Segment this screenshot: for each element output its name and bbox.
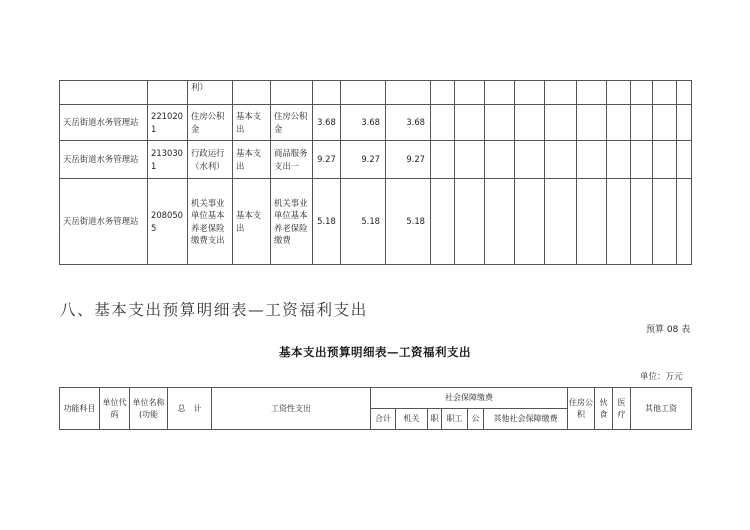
code-cell: 2080505 [148, 179, 188, 265]
header-housing: 住房公积 [568, 388, 595, 430]
section-title: 八、基本支出预算明细表—工资福利支出 [60, 301, 368, 319]
value-cell: 5.18 [341, 179, 386, 265]
budget-detail-table-continued [59, 80, 692, 265]
header-social-sub: 其他社会保障缴费 [484, 409, 568, 430]
header-func-subject: 功能科目 [60, 388, 100, 430]
econ-subject-cell: 机关事业单位基本养老保险缴费 [271, 179, 313, 265]
value-cell: 5.18 [386, 179, 431, 265]
header-social-sub: 职工 [442, 409, 468, 430]
value-cell: 5.18 [313, 179, 341, 265]
value-cell: 9.27 [341, 141, 386, 179]
table-row [60, 179, 692, 265]
header-social-sub: 公 [468, 409, 484, 430]
code-cell: 2130301 [148, 141, 188, 179]
header-social-sub: 合计 [371, 409, 396, 430]
header-social-sub: 机关 [396, 409, 428, 430]
expense-type-cell: 基本支出 [233, 179, 271, 265]
header-other-wage: 其他工资 [631, 388, 692, 430]
header-medical: 医疗 [613, 388, 631, 430]
header-wage: 工资性支出 [212, 388, 371, 430]
func-subject-cell: 行政运行（水利） [188, 141, 233, 179]
unit-label: 单位：万元 [640, 372, 683, 382]
code-cell: 2210201 [148, 105, 188, 141]
header-social-sub: 职 [428, 409, 442, 430]
func-subject-cell: 机关事业单位基本养老保险缴费支出 [188, 179, 233, 265]
unit-name-cell: 天岳街道水务管理站 [60, 179, 148, 265]
expense-type-cell: 基本支出 [233, 141, 271, 179]
expense-type-cell: 基本支出 [233, 105, 271, 141]
table-row [60, 141, 692, 179]
table-row [60, 81, 692, 105]
value-cell: 9.27 [386, 141, 431, 179]
header-unit-code: 单位代码 [100, 388, 130, 430]
table-row [60, 105, 692, 141]
header-food: 伙食 [595, 388, 613, 430]
unit-name-cell: 天岳街道水务管理站 [60, 105, 148, 141]
value-cell: 3.68 [313, 105, 341, 141]
func-subject-cell: 住房公积金 [188, 105, 233, 141]
header-unit-name: 单位名称(功能 [130, 388, 168, 430]
table-cell: 利） [188, 81, 233, 105]
value-cell: 9.27 [313, 141, 341, 179]
econ-subject-cell: 住房公积金 [271, 105, 313, 141]
unit-name-cell: 天岳街道水务管理站 [60, 141, 148, 179]
wage-welfare-table-header [59, 387, 692, 430]
header-social-security: 社会保障缴费 [371, 388, 568, 409]
value-cell: 3.68 [386, 105, 431, 141]
table-number: 预算 08 表 [646, 325, 691, 335]
econ-subject-cell: 商品服务支出一 [271, 141, 313, 179]
page-title: 基本支出预算明细表—工资福利支出 [279, 345, 471, 359]
value-cell: 3.68 [341, 105, 386, 141]
header-total: 总 计 [168, 388, 212, 430]
